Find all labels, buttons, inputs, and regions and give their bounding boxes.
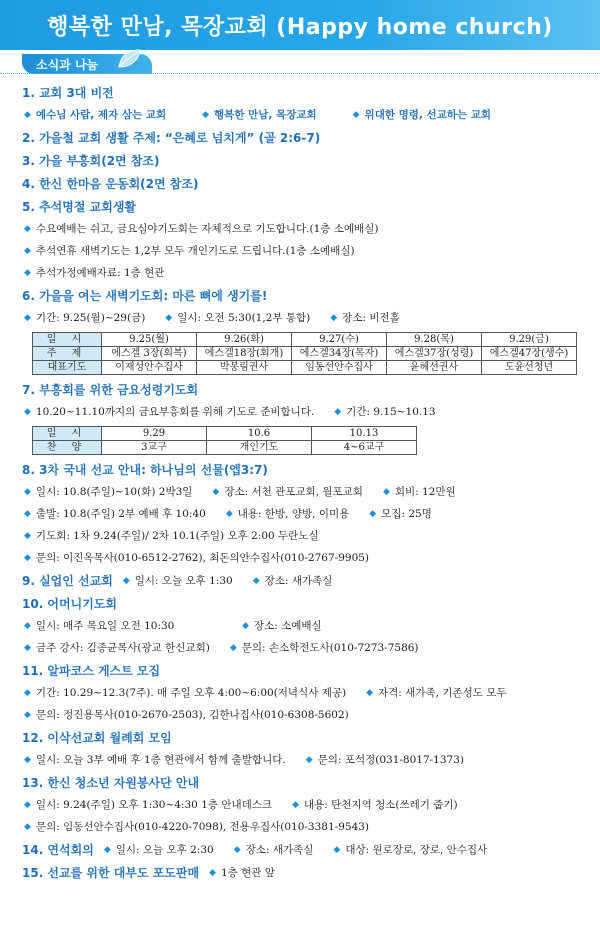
bullet-icon: ◆ [352,110,360,120]
vision-3: ◆ 위대한 명령, 선교하는 교회 [352,109,492,121]
bullet-icon: ◆ [24,509,31,519]
page-banner [0,0,600,50]
item-8-row: ◆ 출발: 10.8(주일) 2부 예배 후 10:40 ◆ 내용: 한방, 양방, 이미용 ◆ 모집: 25명 [24,508,432,520]
item-1-title: 1. 교회 3대 비전 [22,86,114,100]
item-8-title: 8. 3차 국내 선교 안내: 하나님의 선물(엡3:7) [22,463,268,477]
item-14-title: 14. 연석회의 [22,843,94,857]
item-8-row: ◆ 일시: 10.8(주일)~10(화) 2박3일 ◆ 장소: 서천 관포교회, 월포교회 ◆ 회비: 12만원 [24,486,456,498]
bullet-icon: ◆ [369,509,377,519]
table-row: 일 시 9.29 10.6 10.13 [33,427,417,441]
bullet-icon: ◆ [24,110,31,120]
item-12-title: 12. 이삭선교회 월례회 모임 [22,731,172,745]
section-tab-label: 소식과 나눔 [36,58,99,72]
bullet-icon: ◆ [24,755,31,765]
bullet-icon: ◆ [24,487,31,497]
bullet-icon: ◆ [292,800,299,810]
item-4-title: 4. 한신 한마음 운동회(2면 참조) [22,177,199,191]
item-13-row: ◆ 일시: 9.24(주일) 오후 1:30~4:30 1층 안내데스크 ◆ 내용: 탄천지역 청소(쓰레기 줍기) [24,799,458,811]
bullet-icon: ◆ [24,553,31,563]
item-7-title: 7. 부흥회를 위한 금요성령기도회 [22,383,199,397]
bullet-icon: ◆ [233,845,241,855]
bullet-icon: ◆ [24,710,31,720]
vision-2: ◆ 행복한 만남, 목장교회 [202,109,317,121]
table-row: 주 제 에스겔 3장(회복) 에스겔18장(회개) 에스겔34장(목자) 에스겔37장(성령) 에스겔47장(생수) [33,347,577,361]
bullet-icon: ◆ [24,643,31,653]
item-5-line: ◆ 추석가정예배자료: 1층 현관 [24,267,165,279]
item-3-title: 3. 가을 부흥회(2면 참조) [22,154,160,168]
bullet-icon: ◆ [24,268,31,278]
bullet-icon: ◆ [242,621,249,631]
friday-prayer-table [32,426,417,455]
news-list [22,78,582,881]
item-15: 15. 선교를 위한 대부도 포도판매 ◆ 1층 현관 앞 [22,866,275,880]
table-row: 일 시 9.25(월) 9.26(화) 9.27(수) 9.28(목) 9.29(금) [33,333,577,347]
section-divider [0,73,600,74]
item-10-row: ◆ 일시: 매주 목요일 오전 10:30 ◆ 장소: 소예배실 [24,620,322,632]
bullet-icon: ◆ [165,313,173,323]
bullet-icon: ◆ [24,621,31,631]
item-11-row: ◆ 기간: 10.29~12.3(7주). 매 주일 오후 4:00~6:00(저녁식사 제공) ◆ 자격: 새가족, 기존성도 모두 [24,687,507,699]
bullet-icon: ◆ [334,407,342,417]
page-title: 행복한 만남, 목장교회 (Happy home church) [47,14,553,40]
bullet-icon: ◆ [212,487,220,497]
vision-row [22,107,582,123]
bullet-icon: ◆ [225,509,233,519]
bullet-icon: ◆ [366,688,374,698]
item-9: 9. 실업인 선교회 ◆ 일시: 오늘 오후 1:30 ◆ 장소: 새가족실 [22,574,333,588]
bullet-icon: ◆ [24,407,31,417]
item-5-title: 5. 추석명절 교회생활 [22,200,137,214]
item-7-info: ◆ 10.20~11.10까지의 금요부흥회를 위해 기도로 준비합니다. ◆ 기간: 9.15~10.13 [24,406,436,418]
item-9-title: 9. 실업인 선교회 [22,574,113,588]
bullet-icon: ◆ [229,643,237,653]
bullet-icon: ◆ [24,822,31,832]
item-2-title: 2. 가을철 교회 생활 주제: “은혜로 넘치게” (골 2:6-7) [22,131,321,145]
item-13-title: 13. 한신 청소년 자원봉사단 안내 [22,776,200,790]
item-11-row: ◆ 문의: 정진용목사(010-2670-2503), 김한나집사(010-6308-5602) [24,709,349,721]
item-10-title: 10. 어머니기도회 [22,597,117,611]
bullet-icon: ◆ [330,313,338,323]
bullet-icon: ◆ [122,576,130,586]
item-15-title: 15. 선교를 위한 대부도 포도판매 [22,866,200,880]
leaf-icon [116,48,142,70]
item-6-title: 6. 가을을 여는 새벽기도회: 마른 뼈에 생기를! [22,289,268,303]
bullet-icon: ◆ [24,246,31,256]
bullet-icon: ◆ [305,755,313,765]
item-8-row: ◆ 문의: 이진옥목사(010-6512-2762), 최돈의안수집사(010-2767-9905) [24,552,370,564]
table-row: 대표기도 이재성안수집사 박봉림권사 임동선안수집사 윤혜선권사 도윤선청년 [33,361,577,375]
dawn-prayer-table [32,332,577,375]
bullet-icon: ◆ [202,110,210,120]
bullet-icon: ◆ [209,868,216,878]
bullet-icon: ◆ [252,576,260,586]
bullet-icon: ◆ [24,531,31,541]
bullet-icon: ◆ [24,313,31,323]
item-10-row: ◆ 금주 강사: 김종균목사(광교 한신교회) ◆ 문의: 손소학전도사(010-7273-7586) [24,642,419,654]
bullet-icon: ◆ [24,688,31,698]
bullet-icon: ◆ [24,224,31,234]
item-6-info: ◆ 기간: 9.25(월)~29(금) ◆ 일시: 오전 5:30(1,2부 통합) ◆ 장소: 비전홀 [24,312,400,324]
item-8-row: ◆ 기도회: 1차 9.24(주일)/ 2차 10.1(주일) 오후 2:00 두란노실 [24,530,319,542]
item-11-title: 11. 알파코스 게스트 모집 [22,664,161,678]
item-13-row: ◆ 문의: 임동선안수집사(010-4220-7098), 전용우집사(010-3381-9543) [24,821,370,833]
bullet-icon: ◆ [333,845,341,855]
bullet-icon: ◆ [24,800,31,810]
item-5-line: ◆ 추석연휴 새벽기도는 1,2부 모두 개인기도로 드립니다.(1층 소예배실) [24,245,355,257]
bullet-icon: ◆ [382,487,390,497]
item-5-line: ◆ 수요예배는 쉬고, 금요심야기도회는 자체적으로 기도합니다.(1층 소예배실) [24,223,379,235]
item-14: 14. 연석회의 ◆ 일시: 오늘 오후 2:30 ◆ 장소: 새가족실 ◆ 대상: 원로장로, 장로, 안수집사 [22,843,488,857]
vision-1: ◆ 예수님 사람, 제자 삼는 교회 [24,109,167,121]
item-12-row: ◆ 일시: 오늘 3부 예배 후 1층 현관에서 함께 출발합니다. ◆ 문의: 포석정(031-8017-1373) [24,754,465,766]
bullet-icon: ◆ [103,845,111,855]
section-header [0,52,600,74]
table-row: 찬 양 3교구 개인기도 4~6교구 [33,441,417,455]
